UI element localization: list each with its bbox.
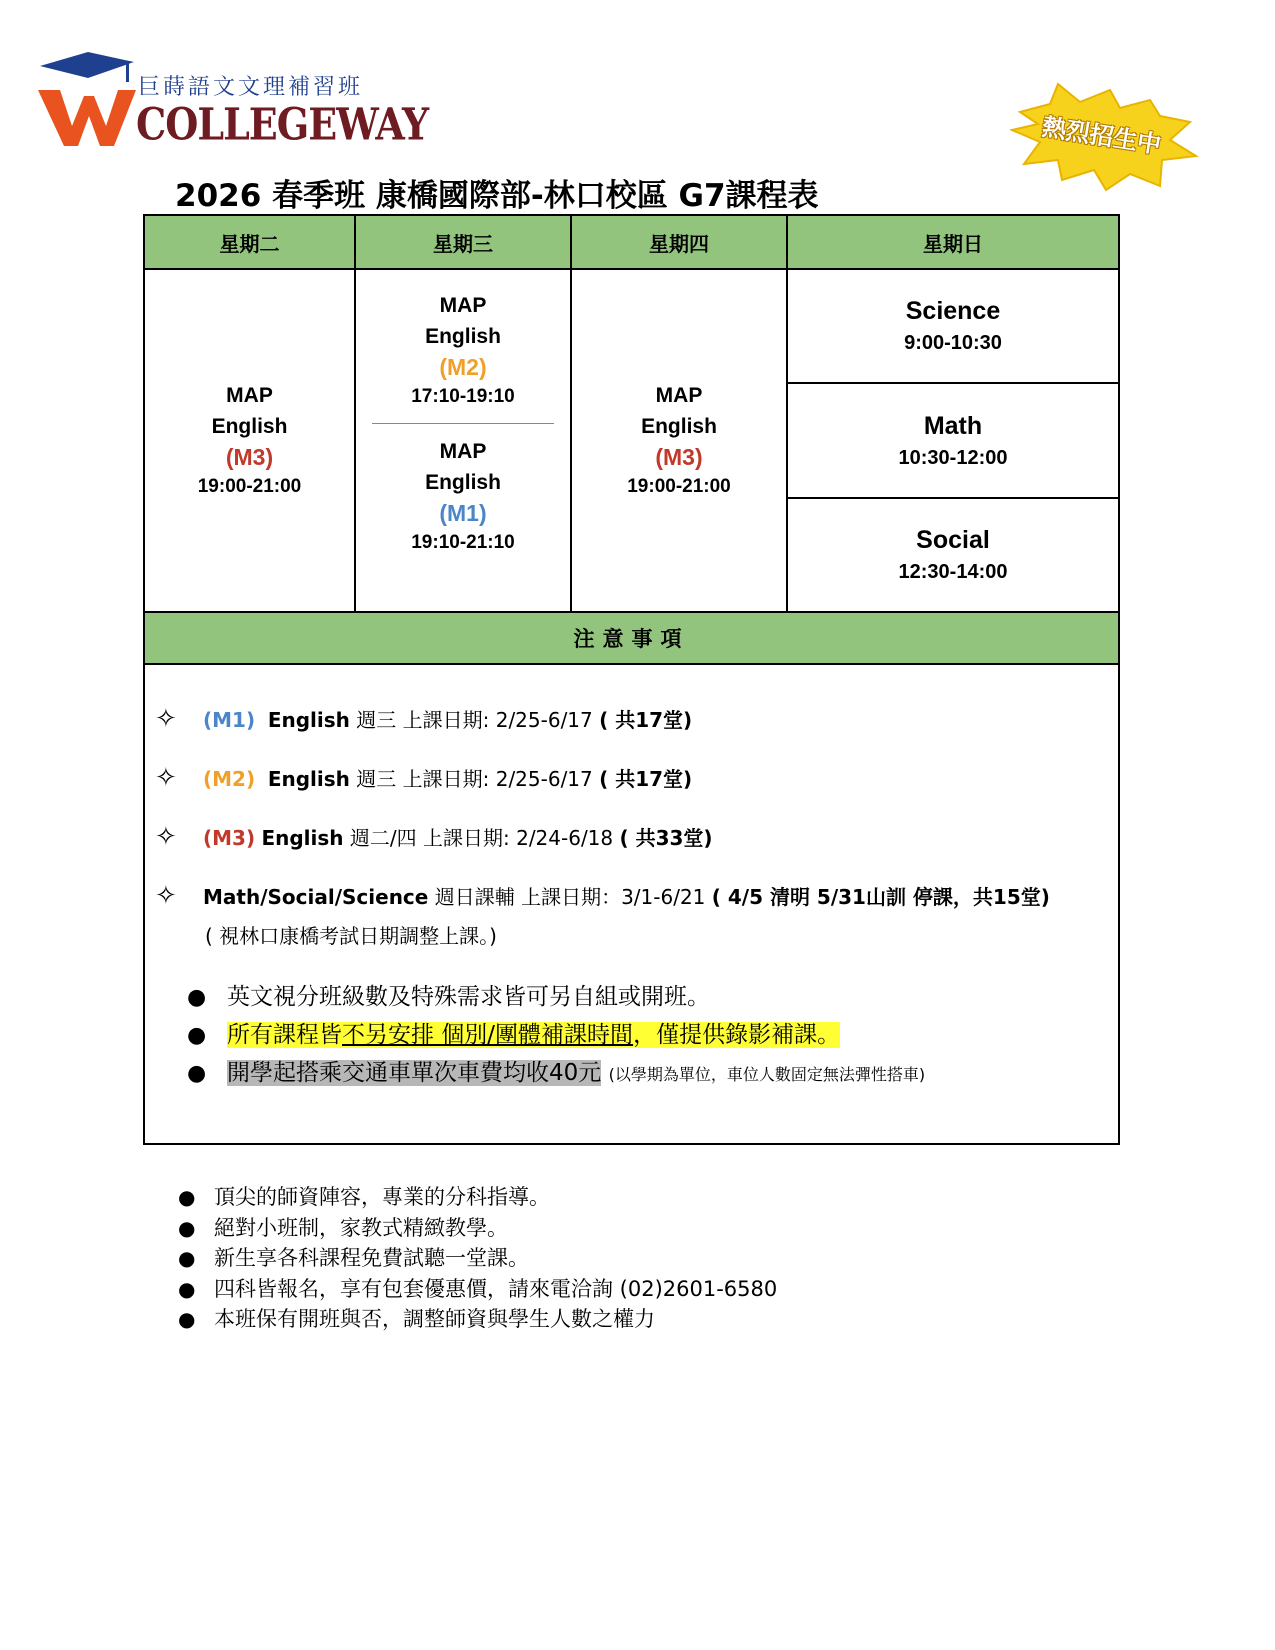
bullet-text-a: 所有課程皆 [227,1022,342,1048]
subject-name: Science [905,297,1001,325]
sunday-cell [788,270,1118,611]
note-text: 週二/四 上課日期: 2/24-6/18 [343,826,620,850]
bullet-text-highlight [227,1022,840,1048]
course-line1: MAP [226,384,273,407]
footer-item-text: 絕對小班制，家教式精緻教學。 [214,1215,508,1240]
bullet-dot-icon: ● [178,1215,196,1240]
header-wednesday: 星期三 [356,216,572,270]
bullet-dot-icon: ● [178,1307,196,1331]
class-time: 12:30-14:00 [898,561,1008,583]
bullet-dot-icon: ● [178,1185,196,1209]
class-time: 19:00-21:00 [197,476,302,497]
schedule-table [143,214,1120,1145]
footer-item-text: 四科皆報名，享有包套優惠價，請來電洽詢 (02)2601-6580 [214,1276,778,1301]
bullet-dot-icon: ● [187,985,207,1010]
notes-heading: 注意事項 [145,611,1118,665]
level-label: (M1) [439,500,487,526]
note-level: (M2) [203,767,256,791]
class-time: 19:10-21:10 [411,532,515,553]
notice-bullet-1 [187,978,710,1011]
class-time: 19:00-21:00 [627,476,731,497]
level-label: (M2) [439,354,487,380]
bullet-dot-icon: ● [178,1246,196,1270]
footer-list [178,1182,777,1335]
note-item-weekend [155,881,1050,911]
footer-item [178,1304,777,1335]
bullet-text-small: (以學期為單位，車位人數固定無法彈性搭車) [608,1065,926,1084]
bullet-text-c: ，僅提供錄影補課。 [633,1022,841,1048]
course-line2: English [425,471,501,494]
footer-item [178,1213,777,1244]
note-level: (M1) [203,708,256,732]
four-point-star-icon: ✧ [155,881,177,911]
footer-item [178,1274,777,1305]
class-time: 10:30-12:00 [898,446,1008,469]
note-item-m3 [155,822,713,852]
course-line2: English [211,415,288,438]
session-divider [372,423,554,424]
wednesday-session-m1 [411,436,515,557]
wednesday-session-m2 [411,290,515,411]
course-line1: MAP [439,440,487,463]
footer-item-text: 新生享各科課程免費試聽一堂課。 [214,1246,529,1270]
sunday-math [788,384,1118,499]
sunday-science [788,270,1118,384]
thursday-cell [572,270,788,611]
enrollment-badge [1010,82,1200,192]
bullet-text-highlight-grey: 開學起搭乘交通車單次車費均收40元 [227,1060,602,1086]
logo-chinese-name: 巨蒔語文文理補習班 [138,75,364,100]
footer-item [178,1243,777,1274]
note-item-m1 [155,704,692,734]
note-course: Math/Social/Science [203,885,429,909]
four-point-star-icon: ✧ [155,763,177,793]
note-course: English [267,767,350,791]
note-count: ( 共33堂) [619,826,713,850]
level-label: (M3) [655,444,703,470]
note-item-m2 [155,763,692,793]
course-line2: English [641,415,717,438]
header-thursday: 星期四 [572,216,788,270]
bullet-dot-icon: ● [187,1023,207,1048]
level-label: (M3) [225,444,274,470]
note-count: ( 共17堂) [599,708,693,732]
page-title: 2026 春季班 康橋國際部-林口校區 G7課程表 [175,178,819,214]
course-line1: MAP [439,294,487,317]
note-count: ( 共17堂) [599,767,693,791]
collegeway-logo [38,48,429,150]
wednesday-cell [356,270,572,611]
note-course: English [267,708,350,732]
tuesday-cell [145,270,356,611]
note-text: 週三 上課日期: 2/25-6/17 [349,767,600,791]
footer-item-text: 頂尖的師資陣容，專業的分科指導。 [214,1185,550,1209]
bullet-dot-icon: ● [187,1061,207,1086]
note-text: 週三 上課日期: 2/25-6/17 [349,708,600,732]
bullet-text-underlined: 不另安排 個別/團體補課時間 [342,1022,634,1048]
course-line2: English [425,325,501,348]
note-item-weekend-sub: ( 視林口康橋考試日期調整上課。) [205,924,497,948]
note-course: English [261,826,344,850]
footer-item-text: 本班保有開班與否，調整師資與學生人數之權力 [214,1307,655,1331]
bullet-dot-icon: ● [178,1276,196,1301]
badge-text: 熱烈招生中 [1040,112,1164,160]
note-count: ( 4/5 清明 5/31山訓 停課，共15堂) [711,885,1050,909]
header-sunday: 星期日 [788,216,1118,270]
mortarboard-w-logo-icon [38,48,138,148]
header-tuesday: 星期二 [145,216,356,270]
notice-bullet-2 [187,1016,840,1049]
four-point-star-icon: ✧ [155,704,177,734]
subject-name: Math [923,411,983,440]
four-point-star-icon: ✧ [155,822,177,852]
bullet-text: 英文視分班級數及特殊需求皆可另自組或開班。 [227,984,710,1010]
notice-bullet-3 [187,1054,925,1087]
class-time: 9:00-10:30 [904,332,1002,354]
logo-english-name: COLLEGEWAY [136,98,429,150]
footer-item [178,1182,777,1213]
sunday-social [788,499,1118,611]
class-time: 17:10-19:10 [411,386,515,407]
subject-name: Social [916,526,990,554]
note-level: (M3) [203,826,256,850]
note-text: 週日課輔 上課日期：3/1-6/21 [428,885,712,909]
course-line1: MAP [655,384,703,407]
